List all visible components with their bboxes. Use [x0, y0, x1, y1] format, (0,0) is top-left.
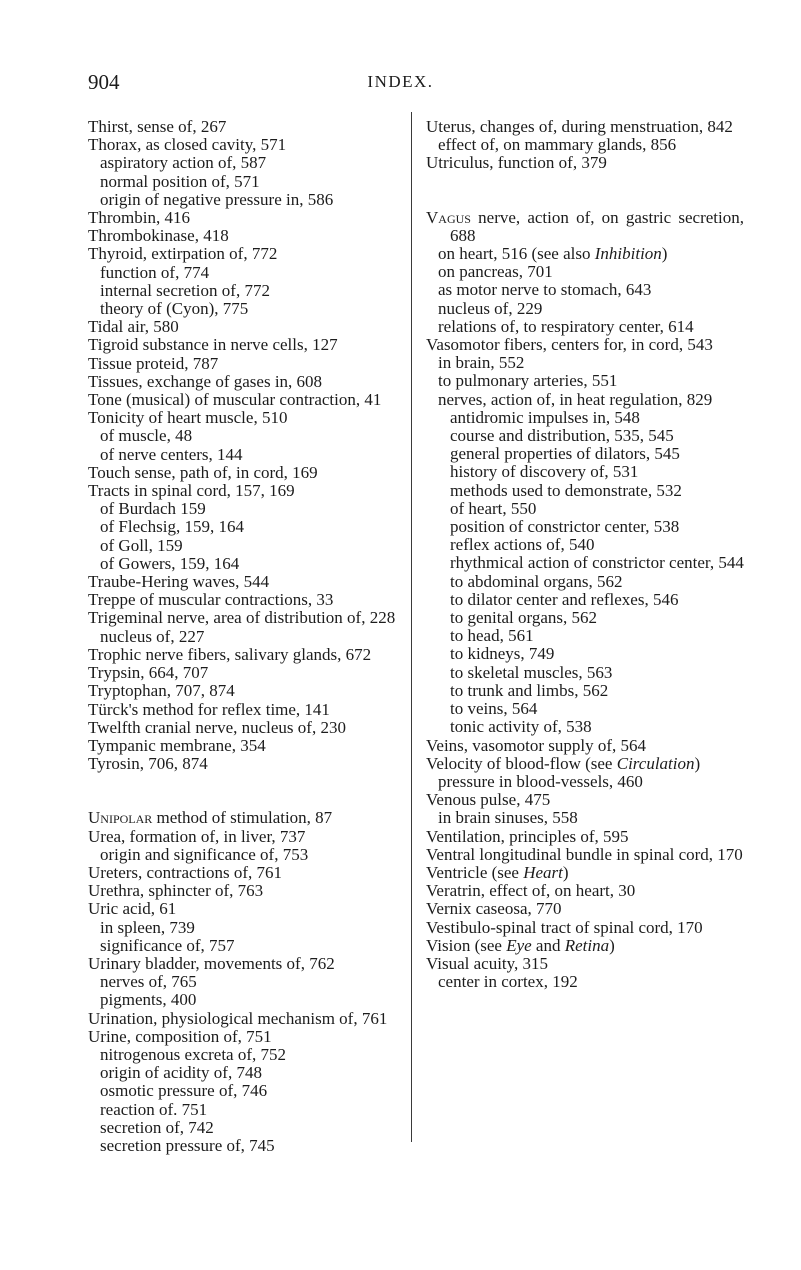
entry-text: Vasomotor fibers, centers for, in cord, 543 — [426, 335, 713, 355]
index-subentry — [88, 1137, 406, 1155]
entry-text: reaction of. 751 — [100, 1099, 208, 1119]
index-entry — [426, 900, 744, 918]
index-subentry — [88, 937, 406, 955]
entry-text: to abdominal organs, 562 — [450, 571, 623, 591]
entry-text: Uric acid, 61 — [88, 899, 177, 919]
entry-text: nitrogenous excreta of, 752 — [100, 1044, 286, 1064]
entry-text: of Gowers, 159, 164 — [100, 553, 240, 573]
index-subentry — [426, 773, 744, 791]
index-entry — [88, 664, 406, 682]
index-entry — [88, 882, 406, 900]
index-subentry — [426, 427, 744, 445]
entry-text: center in cortex, 192 — [438, 972, 578, 992]
index-entry — [88, 864, 406, 882]
letter-gap — [88, 773, 406, 809]
index-subentry — [88, 1082, 406, 1100]
entry-text: nucleus of, 229 — [438, 298, 543, 318]
column-divider — [411, 112, 412, 1142]
index-subentry — [426, 500, 744, 518]
entry-text: Ventricle (see — [426, 862, 524, 882]
index-subentry — [88, 282, 406, 300]
entry-text: Tone (musical) of muscular contraction, 41 — [88, 390, 382, 410]
entry-text: Twelfth cranial nerve, nucleus of, 230 — [88, 717, 346, 737]
entry-text: to kidneys, 749 — [450, 644, 555, 664]
index-entry — [88, 336, 406, 354]
index-entry — [88, 409, 406, 427]
entry-text: Ventilation, principles of, 595 — [426, 826, 629, 846]
index-subentry — [426, 518, 744, 536]
entry-text: Tissue proteid, 787 — [88, 353, 219, 373]
entry-text: origin and significance of, 753 — [100, 844, 309, 864]
index-entry — [88, 209, 406, 227]
entry-text: Urea, formation of, in liver, 737 — [88, 826, 306, 846]
index-entry — [88, 646, 406, 664]
entry-text: relations of, to respiratory center, 614 — [438, 316, 694, 336]
index-entry — [88, 227, 406, 245]
entry-text: aspiratory action of, 587 — [100, 153, 267, 173]
entry-text: ) — [661, 244, 668, 264]
index-entry — [426, 846, 744, 864]
index-entry — [426, 336, 744, 354]
entry-text: Tissues, exchange of gases in, 608 — [88, 371, 323, 391]
index-entry — [88, 719, 406, 737]
entry-text: methods used to demonstrate, 532 — [450, 480, 682, 500]
index-subentry — [426, 300, 744, 318]
entry-text: origin of acidity of, 748 — [100, 1063, 262, 1083]
index-subentry — [88, 555, 406, 573]
index-subentry — [426, 609, 744, 627]
index-subentry — [426, 718, 744, 736]
entry-text: reflex actions of, 540 — [450, 535, 595, 555]
index-entry — [88, 828, 406, 846]
entry-text: nerves of, 765 — [100, 972, 197, 992]
entry-crossref: Inhibition — [594, 244, 662, 264]
index-subentry — [426, 318, 744, 336]
entry-text: nucleus of, 227 — [100, 626, 205, 646]
index-entry — [426, 209, 744, 245]
entry-text: in brain sinuses, 558 — [438, 808, 578, 828]
index-subentry — [88, 628, 406, 646]
index-subentry — [88, 500, 406, 518]
index-subentry — [426, 700, 744, 718]
index-subentry — [426, 627, 744, 645]
entry-text: Vestibulo-spinal tract of spinal cord, 170 — [426, 917, 703, 937]
entry-text: to genital organs, 562 — [450, 608, 597, 628]
index-subentry — [426, 372, 744, 390]
entry-crossref: Heart — [523, 862, 563, 882]
entry-text: Tonicity of heart muscle, 510 — [88, 408, 288, 428]
entry-text: tonic activity of, 538 — [450, 717, 592, 737]
index-subentry — [88, 973, 406, 991]
entry-text: history of discovery of, 531 — [450, 462, 639, 482]
entry-text: of heart, 550 — [450, 498, 537, 518]
entry-text: course and distribution, 535, 545 — [450, 426, 674, 446]
entry-text: Thirst, sense of, 267 — [88, 117, 227, 136]
entry-text: Thrombokinase, 418 — [88, 226, 229, 246]
entry-text: pigments, 400 — [100, 990, 197, 1010]
entry-text: of nerve centers, 144 — [100, 444, 243, 464]
index-subentry — [88, 264, 406, 282]
entry-text: osmotic pressure of, 746 — [100, 1081, 268, 1101]
index-entry — [426, 828, 744, 846]
page-header — [0, 70, 801, 100]
index-entry — [88, 809, 406, 827]
index-entry — [426, 118, 744, 136]
entry-text: Tympanic membrane, 354 — [88, 735, 266, 755]
index-subentry — [88, 173, 406, 191]
index-entry — [88, 1010, 406, 1028]
entry-text: ) — [694, 753, 701, 773]
entry-text: nerve, action of, on gastric secretion, 688 — [450, 207, 744, 245]
index-entry — [88, 609, 406, 627]
entry-text: effect of, on mammary glands, 856 — [438, 135, 677, 155]
entry-text: Treppe of muscular contractions, 33 — [88, 590, 334, 610]
index-entry — [88, 318, 406, 336]
index-subentry — [88, 1064, 406, 1082]
entry-text: nerves, action of, in heat regulation, 829 — [438, 389, 713, 409]
entry-text: to veins, 564 — [450, 699, 538, 719]
index-subentry — [426, 281, 744, 299]
entry-lead-word: Unipolar — [88, 808, 153, 828]
index-subentry — [426, 391, 744, 409]
index-subentry — [88, 537, 406, 555]
entry-text: Vernix caseosa, 770 — [426, 899, 562, 919]
entry-text: on pancreas, 701 — [438, 262, 553, 282]
entry-text: Trigeminal nerve, area of distribution of, 228 — [88, 608, 396, 628]
entry-text: secretion of, 742 — [100, 1117, 214, 1137]
index-subentry — [88, 518, 406, 536]
entry-text: to dilator center and reflexes, 546 — [450, 589, 679, 609]
entry-text: theory of (Cyon), 775 — [100, 299, 249, 319]
entry-text: Urine, composition of, 751 — [88, 1026, 272, 1046]
index-subentry — [88, 427, 406, 445]
entry-text: internal secretion of, 772 — [100, 280, 270, 300]
index-entry — [426, 955, 744, 973]
index-subentry — [426, 554, 744, 572]
index-entry — [88, 1028, 406, 1046]
index-entry — [426, 737, 744, 755]
entry-text: function of, 774 — [100, 262, 210, 282]
index-entry — [88, 682, 406, 700]
entry-text: Thorax, as closed cavity, 571 — [88, 135, 287, 155]
index-subentry — [88, 991, 406, 1009]
entry-text: of Goll, 159 — [100, 535, 183, 555]
entry-text: Tracts in spinal cord, 157, 169 — [88, 481, 295, 501]
index-entry — [88, 355, 406, 373]
entry-text: Uterus, changes of, during menstruation, 842 — [426, 117, 733, 136]
entry-text: Ureters, contractions of, 761 — [88, 862, 283, 882]
index-entry — [88, 701, 406, 719]
index-entry — [426, 864, 744, 882]
index-subentry — [426, 682, 744, 700]
entry-text: on heart, 516 (see also — [438, 244, 595, 264]
entry-text: Thrombin, 416 — [88, 208, 190, 228]
index-subentry — [426, 245, 744, 263]
index-entry — [88, 464, 406, 482]
entry-text: Veratrin, effect of, on heart, 30 — [426, 881, 636, 901]
index-subentry — [426, 645, 744, 663]
index-entry — [88, 136, 406, 154]
entry-text: of Burdach 159 — [100, 499, 206, 519]
entry-text: method of stimulation, 87 — [152, 808, 333, 828]
entry-text: secretion pressure of, 745 — [100, 1135, 275, 1155]
entry-text: as motor nerve to stomach, 643 — [438, 280, 652, 300]
entry-text: Tyrosin, 706, 874 — [88, 754, 208, 774]
entry-text: Veins, vasomotor supply of, 564 — [426, 735, 647, 755]
index-entry — [88, 373, 406, 391]
running-title: INDEX. — [367, 72, 434, 91]
index-entry — [88, 482, 406, 500]
entry-text: Touch sense, path of, in cord, 169 — [88, 462, 318, 482]
entry-text: position of constrictor center, 538 — [450, 517, 680, 537]
entry-crossref: Retina — [564, 935, 610, 955]
letter-gap — [426, 173, 744, 209]
entry-text: Ventral longitudinal bundle in spinal cord, 170 — [426, 844, 743, 864]
entry-text: and — [531, 935, 565, 955]
index-entry — [426, 882, 744, 900]
entry-text: Vision (see — [426, 935, 507, 955]
index-subentry — [426, 809, 744, 827]
index-entry — [88, 755, 406, 773]
index-entry — [88, 573, 406, 591]
index-subentry — [426, 409, 744, 427]
entry-text: pressure in blood-vessels, 460 — [438, 771, 643, 791]
entry-text: Urinary bladder, movements of, 762 — [88, 953, 335, 973]
index-subentry — [426, 482, 744, 500]
entry-text: rhythmical action of constrictor center, 544 — [450, 553, 744, 573]
entry-text: Tigroid substance in nerve cells, 127 — [88, 335, 338, 355]
index-entry — [426, 154, 744, 172]
index-subentry — [88, 446, 406, 464]
entry-text: to head, 561 — [450, 626, 534, 646]
entry-text: to trunk and limbs, 562 — [450, 680, 609, 700]
index-entry — [88, 591, 406, 609]
entry-text: Traube-Hering waves, 544 — [88, 572, 270, 592]
entry-text: general properties of dilators, 545 — [450, 444, 680, 464]
index-subentry — [426, 445, 744, 463]
index-subentry — [426, 536, 744, 554]
entry-text: origin of negative pressure in, 586 — [100, 189, 334, 209]
index-subentry — [88, 919, 406, 937]
index-subentry — [426, 573, 744, 591]
entry-text: Trypsin, 664, 707 — [88, 663, 209, 683]
entry-text: Urination, physiological mechanism of, 761 — [88, 1008, 388, 1028]
index-subentry — [88, 154, 406, 172]
index-entry — [426, 791, 744, 809]
entry-text: to pulmonary arteries, 551 — [438, 371, 618, 391]
index-subentry — [88, 846, 406, 864]
index-entry — [88, 900, 406, 918]
index-subentry — [426, 664, 744, 682]
entry-text: in brain, 552 — [438, 353, 525, 373]
entry-crossref: Eye — [506, 935, 532, 955]
index-entry — [88, 118, 406, 136]
entry-text: in spleen, 739 — [100, 917, 195, 937]
index-column-left — [88, 118, 406, 1155]
entry-text: Urethra, sphincter of, 763 — [88, 881, 264, 901]
entry-text: Thyroid, extirpation of, 772 — [88, 244, 278, 264]
index-subentry — [88, 191, 406, 209]
entry-text: ) — [562, 862, 569, 882]
entry-text: Trophic nerve fibers, salivary glands, 672 — [88, 644, 372, 664]
index-subentry — [88, 1101, 406, 1119]
entry-text: Tryptophan, 707, 874 — [88, 681, 235, 701]
index-subentry — [426, 591, 744, 609]
index-subentry — [426, 354, 744, 372]
index-subentry — [426, 973, 744, 991]
page-number: 904 — [88, 70, 120, 94]
entry-text: significance of, 757 — [100, 935, 235, 955]
index-column-right — [426, 118, 744, 991]
entry-text: Visual acuity, 315 — [426, 953, 549, 973]
entry-text: Tidal air, 580 — [88, 317, 179, 337]
index-subentry — [426, 263, 744, 281]
index-entry — [426, 937, 744, 955]
index-entry — [88, 245, 406, 263]
index-subentry — [426, 463, 744, 481]
index-entry — [88, 955, 406, 973]
index-subentry — [88, 1046, 406, 1064]
index-subentry — [88, 300, 406, 318]
index-entry — [88, 391, 406, 409]
entry-text: Türck's method for reflex time, 141 — [88, 699, 330, 719]
index-entry — [88, 737, 406, 755]
entry-text: of muscle, 48 — [100, 426, 193, 446]
entry-lead-word: Vagus — [426, 207, 471, 227]
index-subentry — [426, 136, 744, 154]
entry-text: Venous pulse, 475 — [426, 790, 551, 810]
index-entry — [426, 755, 744, 773]
entry-text: ) — [609, 935, 615, 955]
index-entry — [426, 919, 744, 937]
entry-crossref: Circulation — [616, 753, 695, 773]
entry-text: Utriculus, function of, 379 — [426, 153, 607, 173]
entry-text: normal position of, 571 — [100, 171, 260, 191]
entry-text: antidromic impulses in, 548 — [450, 407, 640, 427]
entry-text: of Flechsig, 159, 164 — [100, 517, 245, 537]
index-subentry — [88, 1119, 406, 1137]
entry-text: to skeletal muscles, 563 — [450, 662, 613, 682]
entry-text: Velocity of blood-flow (see — [426, 753, 617, 773]
